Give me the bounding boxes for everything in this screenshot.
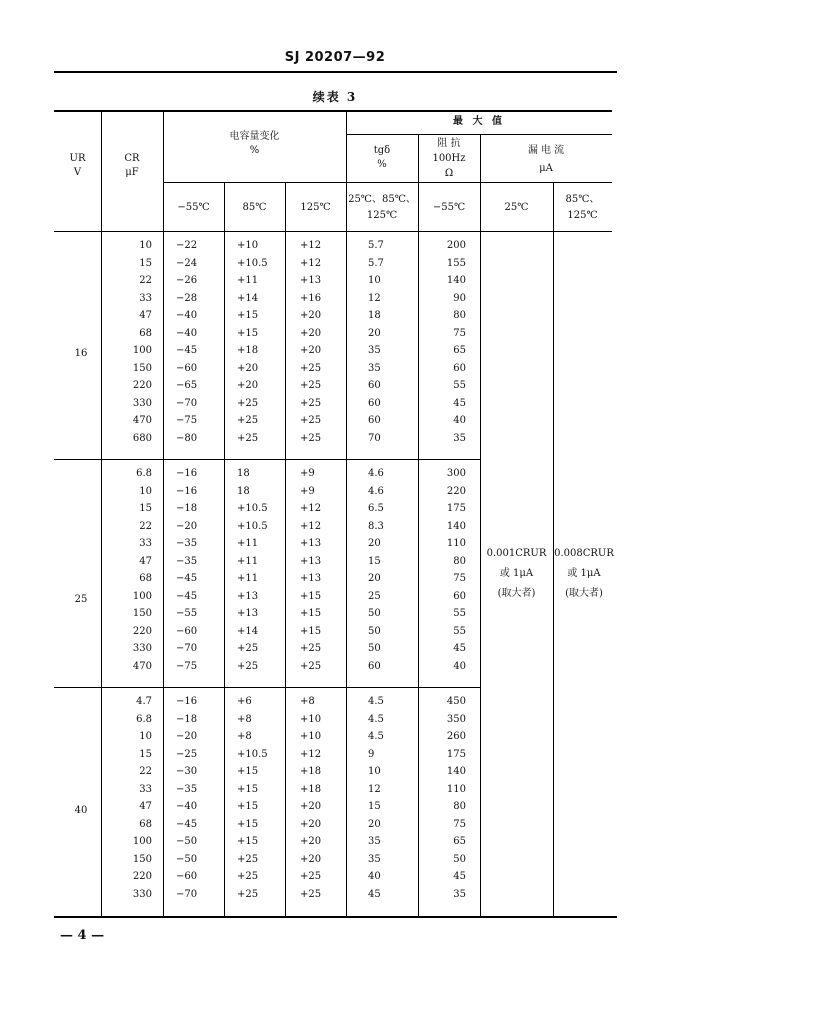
capacitance-cell: 33 bbox=[139, 538, 152, 549]
col-rule-7 bbox=[480, 134, 481, 916]
leakage-25-formula: 0.001CRUR bbox=[486, 548, 547, 559]
capacitance-cell: 15 bbox=[139, 503, 152, 514]
cap-change-m55-cell: −20 bbox=[176, 520, 198, 532]
cap-change-125-cell: +13 bbox=[300, 275, 322, 286]
cap-change-m55-cell: −16 bbox=[176, 696, 198, 707]
cap-change-m55-cell: −20 bbox=[176, 731, 198, 742]
cap-change-85-cell: +14 bbox=[237, 625, 259, 637]
cap-change-85-cell: +6 bbox=[237, 696, 252, 707]
tg-cell: 20 bbox=[368, 573, 381, 584]
tg-cell: 4.6 bbox=[368, 468, 384, 479]
table-top-rule bbox=[54, 110, 612, 112]
cap-change-125-cell: +25 bbox=[300, 432, 322, 444]
cap-change-85-cell: +11 bbox=[237, 555, 259, 567]
impedance-cell: 50 bbox=[453, 853, 466, 865]
capacitance-cell: 330 bbox=[132, 643, 152, 654]
impedance-cell: 175 bbox=[446, 503, 466, 514]
cap-change-85-cell: +11 bbox=[237, 538, 259, 549]
tg-cell: 4.5 bbox=[368, 696, 384, 707]
impedance-cell: 35 bbox=[453, 432, 466, 444]
tg-cell: 45 bbox=[368, 888, 381, 900]
tg-cell: 25 bbox=[368, 590, 381, 602]
tg-cell: 35 bbox=[368, 836, 381, 847]
cap-change-125-cell: +9 bbox=[300, 485, 315, 497]
capacitance-cell: 10 bbox=[139, 485, 152, 497]
cap-change-125-cell: +20 bbox=[300, 853, 322, 865]
cap-change-125-cell: +15 bbox=[300, 608, 322, 619]
capacitance-cell: 6.8 bbox=[136, 713, 152, 725]
cap-change-m55-cell: −40 bbox=[176, 327, 198, 339]
leakage-25-or: 或 1μA bbox=[499, 568, 534, 579]
header-rule bbox=[54, 71, 617, 73]
standard-number: SJ 20207—92 bbox=[284, 50, 386, 65]
impedance-header bbox=[418, 136, 480, 181]
impedance-cell: 140 bbox=[446, 275, 466, 286]
cap-change-m55-cell: −70 bbox=[176, 397, 198, 409]
cap-change-m55-cell: −75 bbox=[176, 415, 198, 426]
capacitance-cell: 470 bbox=[132, 415, 152, 426]
cap-change-m55-cell: −80 bbox=[176, 432, 198, 444]
cap-change-85-cell: +25 bbox=[237, 397, 259, 409]
capacitance-cell: 470 bbox=[132, 660, 152, 672]
impedance-cell: 220 bbox=[446, 485, 466, 497]
cap-change-m55-cell: −65 bbox=[176, 380, 198, 391]
cap-change-m55-cell: −60 bbox=[176, 362, 198, 374]
tg-temps-header bbox=[346, 192, 418, 224]
impedance-cell: 75 bbox=[453, 327, 466, 339]
cap-change-m55-cell: −45 bbox=[176, 818, 198, 830]
tg-cell: 15 bbox=[368, 555, 381, 567]
capacitance-cell: 68 bbox=[139, 327, 152, 339]
cap-change-85-cell: +25 bbox=[237, 415, 259, 426]
capacitance-cell: 47 bbox=[139, 801, 152, 812]
capacitance-cell: 100 bbox=[132, 836, 152, 847]
impedance-cell: 60 bbox=[453, 590, 466, 602]
tg-cell: 12 bbox=[368, 292, 381, 304]
cap-change-125-cell: +12 bbox=[300, 257, 322, 269]
ur-symbol: UR bbox=[69, 153, 86, 164]
cap-change-125-cell: +8 bbox=[300, 696, 315, 707]
ur-unit: V bbox=[73, 167, 82, 178]
cap-change-85-cell: +8 bbox=[237, 731, 252, 742]
cap-change-85-cell: +25 bbox=[237, 660, 259, 672]
capacitance-cell: 220 bbox=[132, 871, 152, 882]
cap-change-m55-cell: −35 bbox=[176, 555, 198, 567]
cap-change-125-cell: +20 bbox=[300, 310, 322, 321]
cap-change-85-cell: +25 bbox=[237, 853, 259, 865]
tg-cell: 60 bbox=[368, 380, 381, 391]
impedance-cell: 350 bbox=[446, 713, 466, 725]
cap-change-85-cell: 18 bbox=[237, 485, 250, 497]
col-rule-4 bbox=[285, 182, 286, 916]
leak-25-header: 25℃ bbox=[504, 202, 529, 213]
impedance-cell: 45 bbox=[453, 871, 466, 882]
col-rule-1 bbox=[101, 110, 102, 916]
cap-change-m55-cell: −40 bbox=[176, 801, 198, 812]
tg-cell: 5.7 bbox=[368, 257, 384, 269]
cap-change-85-cell: +10.5 bbox=[237, 748, 268, 760]
impedance-freq: 100Hz bbox=[432, 153, 466, 164]
leak-85-header bbox=[553, 192, 612, 224]
impedance-cell: 75 bbox=[453, 573, 466, 584]
tg-cell: 10 bbox=[368, 275, 381, 286]
leak-85-line2: 125℃ bbox=[567, 210, 598, 221]
cap-change-m55-cell: −75 bbox=[176, 660, 198, 672]
rule-under-max bbox=[346, 134, 612, 135]
cap-change-m55-cell: −22 bbox=[176, 240, 198, 251]
tg-cell: 18 bbox=[368, 310, 381, 321]
table-bottom-rule bbox=[54, 916, 617, 918]
tg-cell: 50 bbox=[368, 643, 381, 654]
cap-change-125-cell: +18 bbox=[300, 766, 322, 777]
tg-cell: 35 bbox=[368, 853, 381, 865]
cap-change-125-cell: +25 bbox=[300, 643, 322, 654]
voltage-group-40: 40 bbox=[74, 805, 88, 816]
impedance-cell: 140 bbox=[446, 766, 466, 777]
cap-change-m55-cell: −70 bbox=[176, 888, 198, 900]
impedance-cell: 75 bbox=[453, 818, 466, 830]
temp-125-header: 125℃ bbox=[300, 202, 331, 213]
impedance-cell: 55 bbox=[453, 625, 466, 637]
cap-change-85-cell: +15 bbox=[237, 327, 259, 339]
leakage-85-note: (取大者) bbox=[565, 588, 603, 599]
rule-under-subheaders bbox=[163, 182, 612, 183]
capacitance-cell: 680 bbox=[132, 432, 152, 444]
cap-change-85-cell: +20 bbox=[237, 380, 259, 391]
cap-change-85-cell: +10.5 bbox=[237, 520, 268, 532]
cap-change-85-cell: +8 bbox=[237, 713, 252, 725]
leakage-25-note: (取大者) bbox=[497, 588, 536, 599]
cap-change-85-cell: +13 bbox=[237, 608, 259, 619]
cap-change-m55-cell: −16 bbox=[176, 485, 198, 497]
capacitance-cell: 100 bbox=[132, 590, 152, 602]
cap-change-m55-cell: −16 bbox=[176, 468, 198, 479]
tg-cell: 10 bbox=[368, 766, 381, 777]
leakage-header bbox=[480, 142, 612, 178]
tg-cell: 20 bbox=[368, 818, 381, 830]
tg-cell: 4.5 bbox=[368, 731, 384, 742]
group-rule-2 bbox=[54, 687, 480, 688]
impedance-cell: 450 bbox=[446, 696, 466, 707]
capacitance-cell: 68 bbox=[139, 573, 152, 584]
capacitance-cell: 6.8 bbox=[136, 468, 152, 479]
leakage-85-formula: 0.008CRUR bbox=[554, 548, 614, 559]
cap-change-125-cell: +15 bbox=[300, 590, 322, 602]
impedance-cell: 65 bbox=[453, 836, 466, 847]
cap-change-unit: % bbox=[249, 145, 260, 156]
impedance-cell: 90 bbox=[453, 292, 466, 304]
impedance-cell: 200 bbox=[446, 240, 466, 251]
cap-change-m55-cell: −70 bbox=[176, 643, 198, 654]
tg-header bbox=[346, 144, 418, 172]
cr-header bbox=[101, 152, 163, 180]
cap-change-label: 电容量变化 bbox=[229, 131, 280, 142]
imp-temp-header: −55℃ bbox=[432, 202, 466, 213]
leakage-label: 漏 电 流 bbox=[527, 145, 565, 156]
cap-change-125-cell: +20 bbox=[300, 801, 322, 812]
cap-change-85-cell: +11 bbox=[237, 573, 259, 584]
capacitance-cell: 22 bbox=[139, 766, 152, 777]
cap-change-125-cell: +12 bbox=[300, 503, 322, 514]
cap-change-m55-cell: −45 bbox=[176, 573, 198, 584]
cap-change-125-cell: +10 bbox=[300, 731, 322, 742]
cap-change-85-cell: +20 bbox=[237, 362, 259, 374]
cap-change-125-cell: +13 bbox=[300, 538, 322, 549]
cap-change-125-cell: +25 bbox=[300, 362, 322, 374]
capacitance-cell: 10 bbox=[139, 240, 152, 251]
cap-change-m55-cell: −35 bbox=[176, 783, 198, 795]
capacitance-cell: 4.7 bbox=[136, 696, 152, 707]
capacitance-cell: 33 bbox=[139, 783, 152, 795]
capacitance-cell: 47 bbox=[139, 555, 152, 567]
capacitance-cell: 150 bbox=[132, 608, 152, 619]
cap-change-85-cell: +15 bbox=[237, 836, 259, 847]
capacitance-cell: 330 bbox=[132, 888, 152, 900]
cap-change-125-cell: +10 bbox=[300, 713, 322, 725]
impedance-cell: 175 bbox=[446, 748, 466, 760]
capacitance-cell: 100 bbox=[132, 345, 152, 356]
cap-change-125-cell: +25 bbox=[300, 397, 322, 409]
cap-change-125-cell: +18 bbox=[300, 783, 322, 795]
cap-change-m55-cell: −18 bbox=[176, 713, 198, 725]
impedance-cell: 55 bbox=[453, 380, 466, 391]
tg-cell: 40 bbox=[368, 871, 381, 882]
cap-change-m55-cell: −40 bbox=[176, 310, 198, 321]
capacitance-cell: 47 bbox=[139, 310, 152, 321]
cap-change-m55-cell: −55 bbox=[176, 608, 198, 619]
tg-temps-line1: 25℃、85℃、 bbox=[348, 194, 416, 205]
tg-cell: 15 bbox=[368, 801, 381, 812]
cap-change-m55-cell: −60 bbox=[176, 871, 198, 882]
impedance-cell: 45 bbox=[453, 643, 466, 654]
cap-change-125-cell: +25 bbox=[300, 888, 322, 900]
cap-change-m55-cell: −24 bbox=[176, 257, 198, 269]
cap-change-125-cell: +25 bbox=[300, 415, 322, 426]
capacitance-cell: 220 bbox=[132, 380, 152, 391]
impedance-cell: 45 bbox=[453, 397, 466, 409]
cap-change-125-cell: +16 bbox=[300, 292, 322, 304]
cap-change-header bbox=[163, 130, 346, 158]
impedance-label: 阻 抗 bbox=[437, 138, 461, 149]
impedance-cell: 60 bbox=[453, 362, 466, 374]
cap-change-125-cell: +20 bbox=[300, 818, 322, 830]
cap-change-85-cell: +15 bbox=[237, 766, 259, 777]
cap-change-85-cell: +25 bbox=[237, 888, 259, 900]
impedance-cell: 260 bbox=[446, 731, 466, 742]
cr-symbol: CR bbox=[124, 153, 140, 164]
cap-change-85-cell: +15 bbox=[237, 801, 259, 812]
impedance-cell: 80 bbox=[453, 310, 466, 321]
cap-change-85-cell: +15 bbox=[237, 783, 259, 795]
cap-change-125-cell: +13 bbox=[300, 555, 322, 567]
cap-change-85-cell: +14 bbox=[237, 292, 259, 304]
tg-cell: 35 bbox=[368, 345, 381, 356]
cap-change-85-cell: +10.5 bbox=[237, 503, 268, 514]
capacitance-cell: 33 bbox=[139, 292, 152, 304]
tg-cell: 50 bbox=[368, 608, 381, 619]
cap-change-125-cell: +12 bbox=[300, 748, 322, 760]
tg-symbol: tgδ bbox=[373, 145, 391, 156]
tg-cell: 60 bbox=[368, 660, 381, 672]
cr-unit: μF bbox=[125, 167, 139, 178]
table-title: 续表 3 bbox=[312, 90, 358, 104]
impedance-cell: 300 bbox=[446, 468, 466, 479]
tg-cell: 9 bbox=[368, 748, 375, 760]
cap-change-85-cell: +15 bbox=[237, 310, 259, 321]
impedance-cell: 140 bbox=[446, 520, 466, 532]
cap-change-m55-cell: −50 bbox=[176, 836, 198, 847]
capacitance-cell: 15 bbox=[139, 748, 152, 760]
page-number: — 4 — bbox=[60, 928, 105, 943]
leakage-25-value bbox=[480, 544, 553, 604]
tg-temps-line2: 125℃ bbox=[366, 210, 398, 221]
cap-change-125-cell: +13 bbox=[300, 573, 322, 584]
capacitance-cell: 220 bbox=[132, 625, 152, 637]
impedance-cell: 40 bbox=[453, 415, 466, 426]
impedance-cell: 35 bbox=[453, 888, 466, 900]
cap-change-m55-cell: −45 bbox=[176, 345, 198, 356]
impedance-cell: 80 bbox=[453, 555, 466, 567]
cap-change-m55-cell: −35 bbox=[176, 538, 198, 549]
capacitance-cell: 15 bbox=[139, 257, 152, 269]
cap-change-85-cell: +25 bbox=[237, 871, 259, 882]
cap-change-85-cell: +10.5 bbox=[237, 257, 268, 269]
header-bottom-rule bbox=[54, 231, 612, 232]
tg-cell: 60 bbox=[368, 397, 381, 409]
tg-unit: % bbox=[377, 159, 387, 170]
tg-cell: 12 bbox=[368, 783, 381, 795]
cap-change-m55-cell: −18 bbox=[176, 503, 198, 514]
tg-cell: 8.3 bbox=[368, 520, 384, 532]
impedance-cell: 65 bbox=[453, 345, 466, 356]
tg-cell: 6.5 bbox=[368, 503, 384, 514]
col-rule-2 bbox=[163, 110, 164, 916]
voltage-group-16: 16 bbox=[74, 348, 88, 359]
impedance-cell: 55 bbox=[453, 608, 466, 619]
cap-change-m55-cell: −25 bbox=[176, 748, 198, 760]
impedance-cell: 110 bbox=[446, 783, 466, 795]
capacitance-cell: 22 bbox=[139, 520, 152, 532]
leakage-85-value bbox=[553, 544, 615, 604]
group-rule-1 bbox=[54, 459, 480, 460]
ur-header bbox=[54, 152, 101, 180]
cap-change-125-cell: +20 bbox=[300, 327, 322, 339]
leak-85-line1: 85℃、 bbox=[565, 194, 600, 205]
capacitance-cell: 22 bbox=[139, 275, 152, 286]
cap-change-85-cell: +25 bbox=[237, 643, 259, 654]
cap-change-m55-cell: −60 bbox=[176, 625, 198, 637]
cap-change-85-cell: +18 bbox=[237, 345, 259, 356]
cap-change-125-cell: +15 bbox=[300, 625, 322, 637]
max-values-header: 最 大 值 bbox=[453, 116, 505, 127]
impedance-cell: 40 bbox=[453, 660, 466, 672]
cap-change-m55-cell: −28 bbox=[176, 292, 198, 304]
tg-cell: 70 bbox=[368, 432, 381, 444]
voltage-group-25: 25 bbox=[74, 594, 88, 605]
tg-cell: 35 bbox=[368, 362, 381, 374]
cap-change-m55-cell: −50 bbox=[176, 853, 198, 865]
impedance-cell: 80 bbox=[453, 801, 466, 812]
cap-change-125-cell: +20 bbox=[300, 836, 322, 847]
capacitance-cell: 330 bbox=[132, 397, 152, 409]
cap-change-85-cell: +25 bbox=[237, 432, 259, 444]
capacitance-cell: 150 bbox=[132, 362, 152, 374]
leakage-85-or: 或 1μA bbox=[567, 568, 601, 579]
cap-change-125-cell: +25 bbox=[300, 660, 322, 672]
tg-cell: 50 bbox=[368, 625, 381, 637]
capacitance-cell: 10 bbox=[139, 731, 152, 742]
cap-change-125-cell: +9 bbox=[300, 468, 315, 479]
tg-cell: 20 bbox=[368, 327, 381, 339]
cap-change-125-cell: +25 bbox=[300, 380, 322, 391]
tg-cell: 5.7 bbox=[368, 240, 384, 251]
temp-m55-header: −55℃ bbox=[177, 202, 210, 213]
cap-change-m55-cell: −45 bbox=[176, 590, 198, 602]
cap-change-85-cell: +10 bbox=[237, 240, 259, 251]
capacitance-cell: 68 bbox=[139, 818, 152, 830]
tg-cell: 4.6 bbox=[368, 485, 384, 497]
cap-change-85-cell: 18 bbox=[237, 468, 250, 479]
cap-change-125-cell: +20 bbox=[300, 345, 322, 356]
capacitance-cell: 150 bbox=[132, 853, 152, 865]
cap-change-85-cell: +15 bbox=[237, 818, 259, 830]
cap-change-125-cell: +12 bbox=[300, 240, 322, 251]
impedance-cell: 155 bbox=[446, 257, 466, 269]
temp-85-header: 85℃ bbox=[242, 202, 267, 213]
cap-change-85-cell: +13 bbox=[237, 590, 259, 602]
cap-change-125-cell: +25 bbox=[300, 871, 322, 882]
impedance-cell: 110 bbox=[446, 538, 466, 549]
leakage-unit: μA bbox=[539, 163, 553, 174]
cap-change-m55-cell: −26 bbox=[176, 275, 198, 286]
cap-change-m55-cell: −30 bbox=[176, 766, 198, 777]
impedance-unit: Ω bbox=[444, 168, 454, 179]
cap-change-125-cell: +12 bbox=[300, 520, 322, 532]
col-rule-5 bbox=[346, 110, 347, 916]
tg-cell: 60 bbox=[368, 415, 381, 426]
tg-cell: 4.5 bbox=[368, 713, 384, 725]
cap-change-85-cell: +11 bbox=[237, 275, 259, 286]
tg-cell: 20 bbox=[368, 538, 381, 549]
